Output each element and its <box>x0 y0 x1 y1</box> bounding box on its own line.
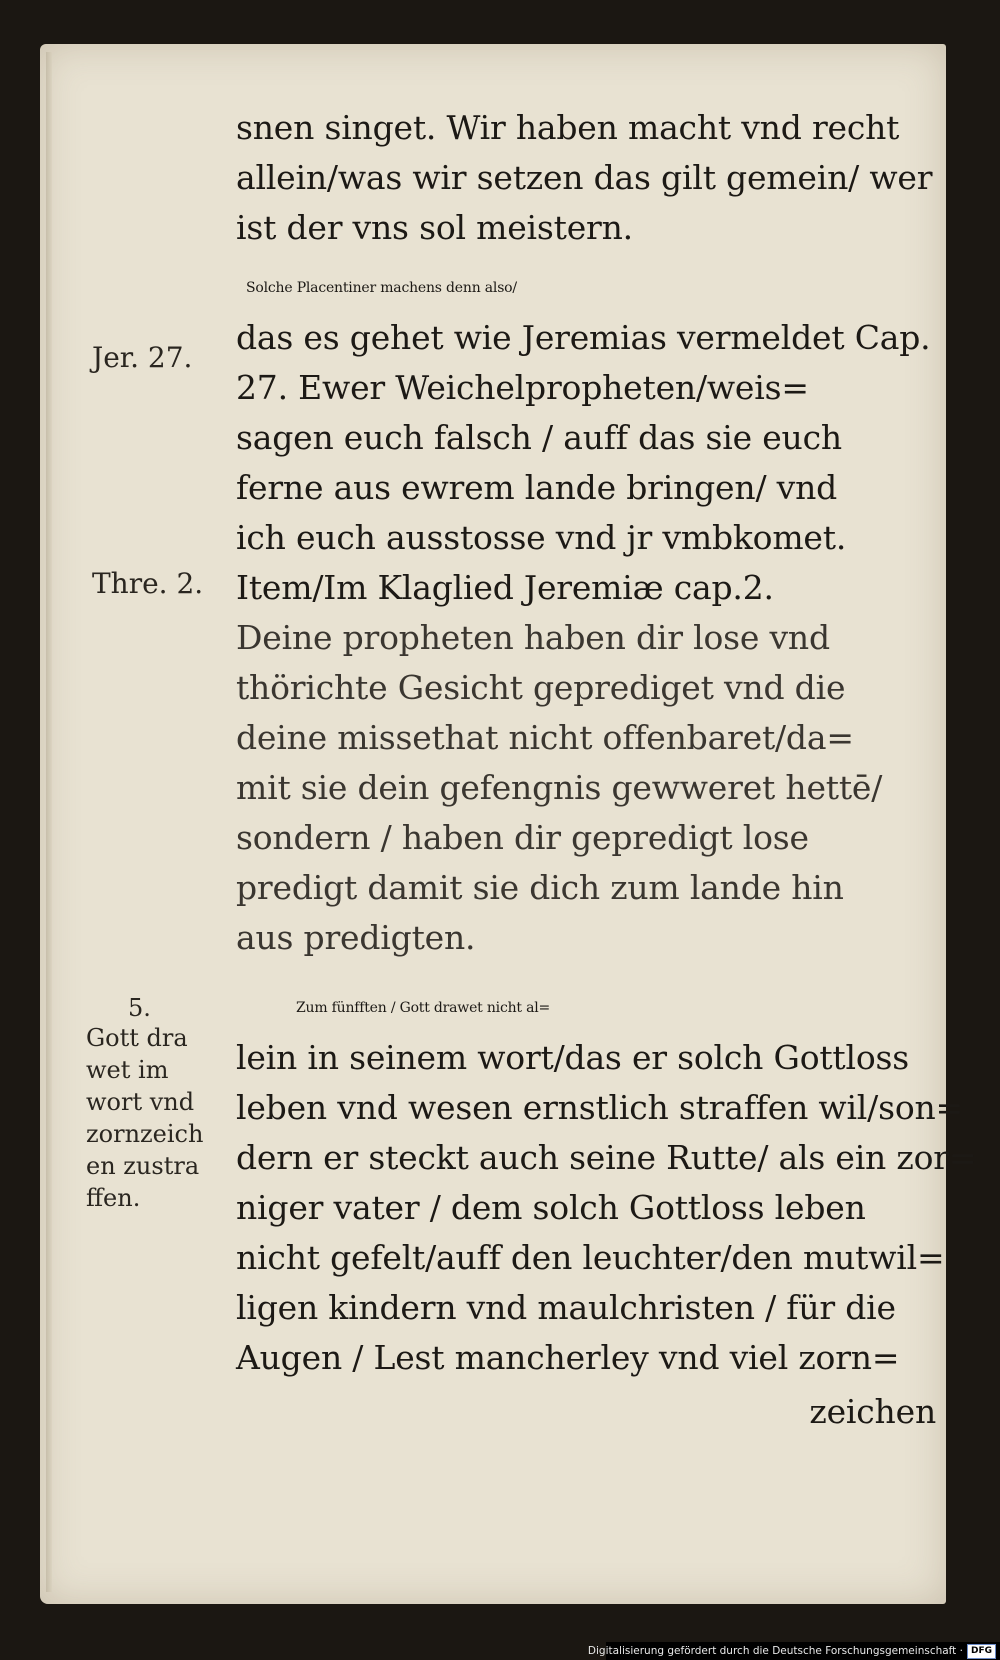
marginal-note-line: wet im <box>86 1056 169 1084</box>
marginal-note-line: ffen. <box>86 1184 141 1212</box>
marginal-note-line: wort vnd <box>86 1088 195 1116</box>
text-line: ist der vns sol meistern. <box>236 208 633 247</box>
text-line: Zum fünfften / Gott drawet nicht al= <box>296 1000 551 1016</box>
text-line: Augen / Lest mancherley vnd viel zorn= <box>236 1338 900 1377</box>
text-line: sondern / haben dir gepredigt lose <box>236 818 809 857</box>
text-line: das es gehet wie Jeremias vermeldet Cap. <box>236 318 931 357</box>
catchword: zeichen <box>809 1392 936 1431</box>
text-line: aus predigten. <box>236 918 476 957</box>
text-line: nicht gefelt/auff den leuchter/den mutwil= <box>236 1238 945 1277</box>
marginal-reference-thre: Thre. 2. <box>92 567 204 600</box>
text-line: deine missethat nicht offenbaret/da= <box>236 718 854 757</box>
text-line: mit sie dein gefengnis gewweret hettē/ <box>236 768 883 807</box>
text-line: sagen euch falsch / auff das sie euch <box>236 418 842 457</box>
text-line: 27. Ewer Weichelpropheten/weis= <box>236 368 809 407</box>
text-line: snen singet. Wir haben macht vnd recht <box>236 108 900 147</box>
text-line: Solche Placentiner machens denn also/ <box>246 280 517 296</box>
text-line: lein in seinem wort/das er solch Gottloss <box>236 1038 909 1077</box>
text-line: dern er steckt auch seine Rutte/ als ein zor= <box>236 1138 977 1177</box>
text-line: niger vater / dem solch Gottloss leben <box>236 1188 866 1227</box>
text-line: ligen kindern vnd maulchristen / für die <box>236 1288 896 1327</box>
dfg-logo-icon: DFG <box>967 1644 996 1659</box>
text-line: predigt damit sie dich zum lande hin <box>236 868 844 907</box>
text-line: thörichte Gesicht geprediget vnd die <box>236 668 846 707</box>
marginal-note-line: en zustra <box>86 1152 200 1180</box>
text-line: allein/was wir setzen das gilt gemein/ wer <box>236 158 933 197</box>
text-line: ich euch ausstosse vnd jr vmbkomet. <box>236 518 847 557</box>
funding-credit-text: Digitalisierung gefördert durch die Deutsche Forschungsgemeinschaft · <box>587 1645 963 1657</box>
text-line: leben vnd wesen ernstlich straffen wil/son= <box>236 1088 963 1127</box>
text-line: Item/Im Klaglied Jeremiæ cap.2. <box>236 568 774 607</box>
marginal-reference-jer: Jer. 27. <box>92 341 193 374</box>
marginal-note-line: Gott dra <box>86 1024 188 1052</box>
text-line: ferne aus ewrem lande bringen/ vnd <box>236 468 838 507</box>
marginal-note-line: zornzeich <box>86 1120 204 1148</box>
page-edge-shadow <box>46 52 52 1592</box>
digitization-credit-bar <box>587 1642 1000 1660</box>
marginal-note-line: 5. <box>128 994 151 1022</box>
text-line: Deine propheten haben dir lose vnd <box>236 618 830 657</box>
